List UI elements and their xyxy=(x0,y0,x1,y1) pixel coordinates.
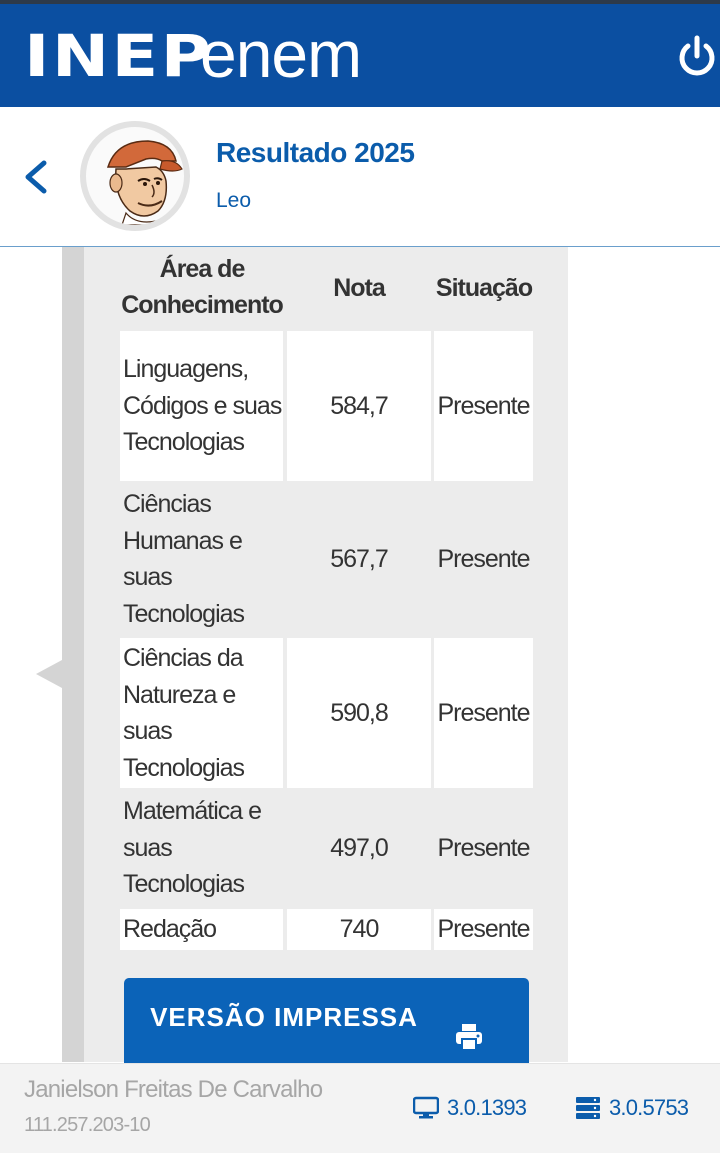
header-nota: Nota xyxy=(333,274,385,302)
server-icon xyxy=(575,1096,601,1120)
user-id: 111.257.203-10 xyxy=(24,1114,150,1136)
timeline-pointer xyxy=(36,660,62,688)
power-icon[interactable] xyxy=(674,34,720,80)
back-chevron-icon[interactable] xyxy=(18,157,54,197)
timeline-bar xyxy=(62,247,84,1062)
header-area: Área de Conhecimento xyxy=(121,255,283,319)
row-nota: 590,8 xyxy=(330,698,388,727)
inep-logo: INEP xyxy=(24,22,214,90)
row-situacao: Presente xyxy=(437,698,530,727)
printer-icon xyxy=(454,1022,484,1052)
row-situacao: Presente xyxy=(437,391,530,420)
cartoon-face-icon xyxy=(86,127,184,225)
app-header xyxy=(0,4,720,107)
row-area: Ciências da Natureza e suas Tecnologias xyxy=(123,644,245,782)
row-area: Ciências Humanas e suas Tecnologias xyxy=(123,490,245,628)
row-area: Matemática e suas Tecnologias xyxy=(123,797,262,899)
row-situacao: Presente xyxy=(437,544,530,573)
print-button-label: VERSÃO IMPRESSA xyxy=(150,1002,418,1032)
row-area: Redação xyxy=(123,915,217,944)
profile-header xyxy=(0,107,720,247)
row-nota: 567,7 xyxy=(330,544,388,573)
row-area: Linguagens, Códigos e suas Tecnologias xyxy=(123,355,282,457)
header-situacao: Situação xyxy=(435,274,533,302)
client-version xyxy=(413,1095,526,1121)
row-situacao: Presente xyxy=(437,915,530,943)
row-nota: 584,7 xyxy=(330,391,388,420)
avatar xyxy=(80,121,190,231)
server-version-text: 3.0.5753 xyxy=(609,1095,689,1120)
enem-logo: enem xyxy=(200,17,362,91)
row-situacao: Presente xyxy=(437,833,530,862)
page-title: Resultado 2025 xyxy=(216,137,415,168)
server-version xyxy=(575,1095,688,1121)
client-version-text: 3.0.1393 xyxy=(447,1095,527,1120)
monitor-icon xyxy=(413,1096,439,1120)
status-footer xyxy=(0,1063,720,1153)
profile-name: Leo xyxy=(216,189,252,212)
row-nota: 497,0 xyxy=(330,833,388,862)
row-nota: 740 xyxy=(339,915,379,943)
user-name: Janielson Freitas De Carvalho xyxy=(24,1076,323,1103)
